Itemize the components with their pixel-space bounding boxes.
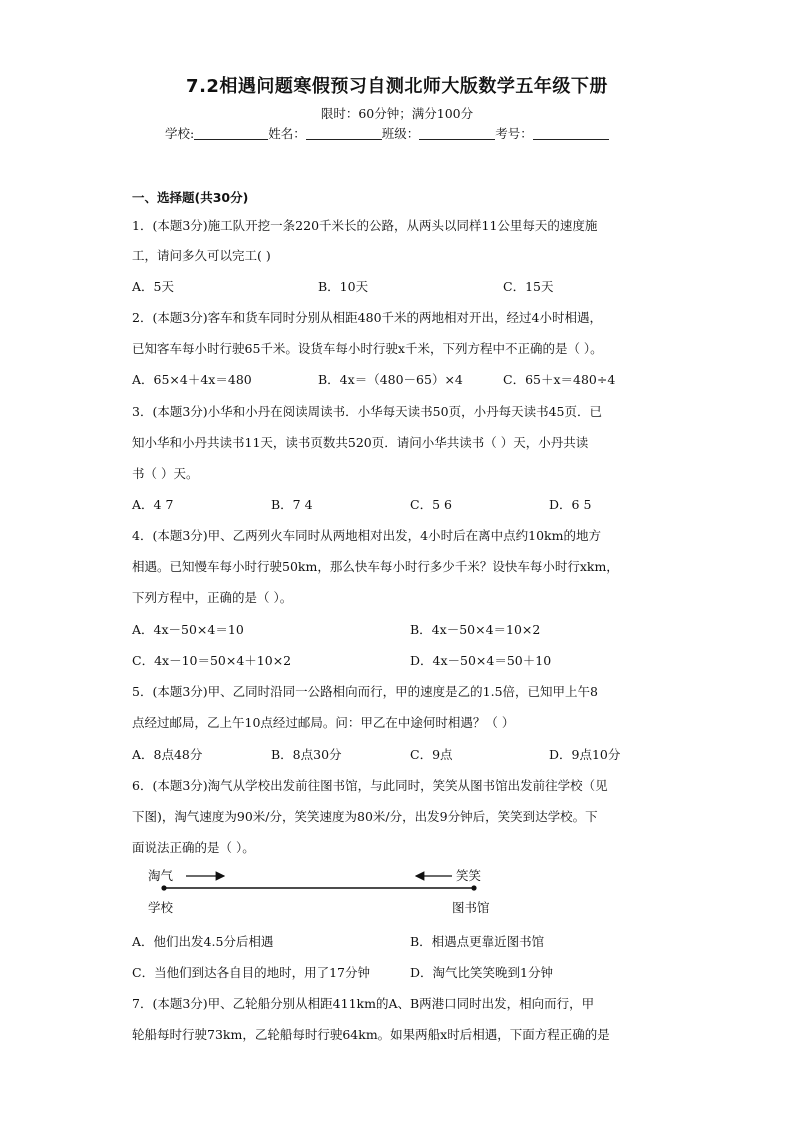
q1-option-b[interactable]: B．10天 <box>318 279 369 294</box>
q5-option-a[interactable]: A．8点48分 <box>132 747 203 762</box>
taoqi-label: 淘气 <box>148 868 174 883</box>
q1-option-a[interactable]: A．5天 <box>132 279 174 294</box>
q6-line-2: 下图)，淘气速度为90米/分，笑笑速度为80米/分，出发9分钟后，笑笑到达学校。下 <box>132 809 598 824</box>
q6-line-3: 面说法正确的是（ ）。 <box>132 840 255 855</box>
section-heading: 一、选择题(共30分) <box>132 190 249 205</box>
class-label: 班级： <box>381 126 420 141</box>
q6-line-1: 6．(本题3分)淘气从学校出发前往图书馆，与此同时，笑笑从图书馆出发前往学校（见 <box>132 778 608 793</box>
q2-line-1: 2．(本题3分)客车和货车同时分别从相距480千米的两地相对开出，经过4小时相遇， <box>132 310 602 325</box>
number-field[interactable] <box>533 126 609 140</box>
q4-option-c[interactable]: C．4x－10＝50×4＋10×2 <box>132 653 292 668</box>
student-info-fields <box>165 124 609 142</box>
school-point <box>161 885 166 890</box>
time-limit: 限时：60分钟；满分100分 <box>320 106 474 121</box>
q3-line-3: 书（ ）天。 <box>132 466 199 481</box>
route-diagram <box>140 862 520 922</box>
q6-option-a[interactable]: A．他们出发4.5分后相遇 <box>132 934 274 949</box>
q7-line-2: 轮船每时行驶73km，乙轮船每时行驶64km。如果两船x时后相遇，下面方程正确的是 <box>132 1027 610 1042</box>
q4-line-2: 相遇。已知慢车每小时行驶50km，那么快车每小时行多少千米？设快车每小时行xkm， <box>132 559 619 574</box>
library-point <box>471 885 476 890</box>
library-place-label: 图书馆 <box>452 900 490 915</box>
q4-line-1: 4．(本题3分)甲、乙两列火车同时从两地相对出发，4小时后在离中点约10km的地方 <box>132 528 601 543</box>
q5-option-c[interactable]: C．9点 <box>410 747 453 762</box>
q3-option-b[interactable]: B．7 4 <box>271 497 313 512</box>
q6-option-d[interactable]: D．淘气比笑笑晚到1分钟 <box>410 965 553 980</box>
q3-option-c[interactable]: C．5 6 <box>410 497 452 512</box>
q5-line-2: 点经过邮局，乙上午10点经过邮局。问：甲乙在中途何时相遇？（ ） <box>132 715 515 730</box>
q6-option-c[interactable]: C．当他们到达各自目的地时，用了17分钟 <box>132 965 370 980</box>
q4-option-a[interactable]: A．4x－50×4＝10 <box>132 622 244 637</box>
class-field[interactable] <box>419 126 495 140</box>
q1-line-2: 工，请问多久可以完工( ) <box>132 248 271 263</box>
q1-line-1: 1．(本题3分)施工队开挖一条220千米长的公路，从两头以同样11公里每天的速度施 <box>132 218 598 233</box>
q3-option-d[interactable]: D．6 5 <box>549 497 592 512</box>
q2-option-b[interactable]: B．4x＝（480－65）×4 <box>318 372 463 387</box>
q3-option-a[interactable]: A．4 7 <box>132 497 174 512</box>
school-field[interactable] <box>194 126 268 140</box>
name-field[interactable] <box>306 126 382 140</box>
number-label: 考号： <box>495 126 533 141</box>
page-title: 7.2相遇问题寒假预习自测北师大版数学五年级下册 <box>186 76 608 97</box>
q5-option-b[interactable]: B．8点30分 <box>271 747 342 762</box>
school-place-label: 学校 <box>148 900 174 915</box>
q4-option-b[interactable]: B．4x－50×4＝10×2 <box>410 622 541 637</box>
q1-option-c[interactable]: C．15天 <box>503 279 554 294</box>
q2-option-c[interactable]: C．65＋x＝480÷4 <box>503 372 616 387</box>
name-label: 姓名： <box>268 126 306 141</box>
q3-line-1: 3．(本题3分)小华和小丹在阅读周读书．小华每天读书50页，小丹每天读书45页．已 <box>132 404 602 419</box>
q2-option-a[interactable]: A．65×4＋4x＝480 <box>132 372 252 387</box>
q7-line-1: 7．(本题3分)甲、乙轮船分别从相距411km的A、B两港口同时出发，相向而行，甲 <box>132 996 595 1011</box>
q6-option-b[interactable]: B．相遇点更靠近图书馆 <box>410 934 545 949</box>
school-label: 学校: <box>165 126 195 141</box>
q5-line-1: 5．(本题3分)甲、乙同时沿同一公路相向而行，甲的速度是乙的1.5倍，已知甲上午8 <box>132 684 598 699</box>
xiaoxiao-label: 笑笑 <box>456 868 482 883</box>
q3-line-2: 知小华和小丹共读书11天，读书页数共520页．请问小华共读书（ ）天，小丹共读 <box>132 435 589 450</box>
q4-line-3: 下列方程中，正确的是（ ）。 <box>132 590 293 605</box>
q4-option-d[interactable]: D．4x－50×4＝50＋10 <box>410 653 552 668</box>
q2-line-2: 已知客车每小时行驶65千米。设货车每小时行驶x千米，下列方程中不正确的是（ ）。 <box>132 341 603 356</box>
q5-option-d[interactable]: D．9点10分 <box>549 747 621 762</box>
